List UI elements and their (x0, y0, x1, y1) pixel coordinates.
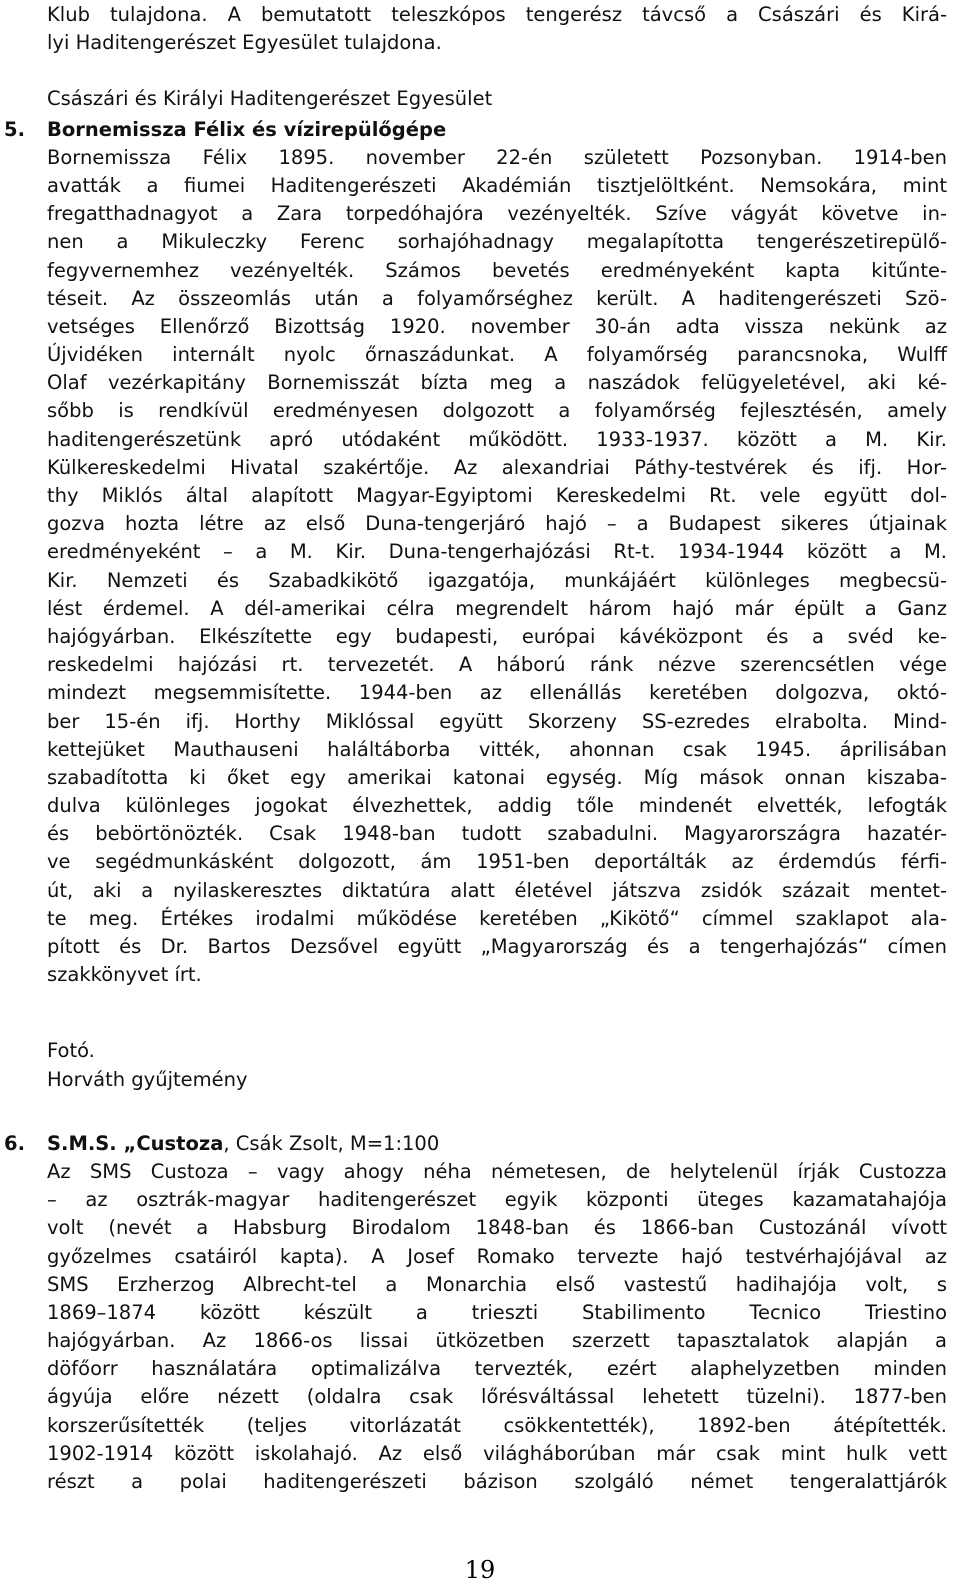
section-number: 5. (4, 117, 25, 141)
text-line: SMS Erzherzog Albrecht-tel a Monarchia első vastestű hadihajója volt, s (47, 1272, 947, 1296)
section-title: S.M.S. „Custoza (47, 1131, 224, 1155)
text-line: szakkönyvet írt. (47, 963, 202, 987)
text-line: Császári és Királyi Haditengerészet Egyesület (47, 87, 493, 111)
text-line: lést érdemel. A dél-amerikai célra megrendelt három hajó már épült a Ganz (47, 596, 947, 620)
text-line: mindezt megsemmisítette. 1944-ben az ellenállás keretében dolgozva, októ- (47, 681, 947, 705)
text-line: fegyvernemhez vezényelték. Számos bevetés eredményeként kapta kitűnte- (47, 258, 947, 282)
text-line: Kir. Nemzeti és Szabadkikötő igazgatója, munkájáért különleges megbecsü- (47, 568, 947, 592)
text-line: Az SMS Custoza – vagy ahogy néha németesen, de helytelenül írják Custozza (47, 1159, 947, 1183)
text-line: vetséges Ellenőrző Bizottság 1920. november 30-án adta vissza nekünk az (47, 314, 947, 338)
text-line: Olaf vezérkapitány Bornemisszát bízta meg a naszádok felügyeletével, aki ké- (47, 371, 947, 395)
text-line: szabadította ki őket egy amerikai katonai egység. Míg mások onnan kiszaba- (47, 765, 947, 789)
text-line: nen a Mikuleczky Ferenc sorhajóhadnagy megalapította tengerészetirepülő- (47, 230, 947, 254)
section-subtitle: , Csák Zsolt, M=1:100 (223, 1131, 440, 1155)
section-heading-5 (4, 116, 947, 144)
text-line: téseit. Az összeomlás után a folyamőrséghez került. A haditengerészeti Szö- (47, 286, 947, 310)
text-line: ve segédmunkásként dolgozott, ám 1951-ben deportálták az érdemdús férfi- (47, 850, 947, 874)
text-line: győzelmes csatáiról kapta). A Josef Romako tervezte hajó testvérhajójával az (47, 1244, 947, 1268)
section-heading-6 (4, 1130, 947, 1158)
section-body-5 (47, 144, 947, 990)
section-body-6 (47, 1158, 947, 1496)
section-title: Bornemissza Félix és vízirepülőgépe (47, 117, 447, 141)
text-line: Bornemissza Félix 1895. november 22-én született Pozsonyban. 1914-ben (47, 145, 947, 169)
text-line: részt a polai haditengerészeti bázison szolgáló német tengeralattjárók (47, 1470, 947, 1493)
text-line: thy Miklós által alapított Magyar-Egyiptomi Kereskedelmi Rt. vele együtt dol- (47, 484, 947, 507)
text-line: gozva hozta létre az első Duna-tengerjáró hajó – a Budapest sikeres útjainak (47, 512, 947, 536)
text-line: ber 15-én ifj. Horthy Miklóssal együtt Skorzeny SS-ezredes elrabolta. Mind- (47, 709, 947, 733)
text-line: Klub tulajdona. A bemutatott teleszkópos tengerész távcső a Császári és Kirá- (47, 3, 947, 26)
text-line: hajógyárban. Elkészítette egy budapesti, európai kávéközpont és a svéd ke- (47, 624, 947, 648)
page-number: 19 (464, 1556, 496, 1584)
text-line: te meg. Értékes irodalmi működése keretében „Kikötő“ címmel szaklapot ala- (47, 906, 947, 930)
text-line: korszerűsítették (teljes vitorlázatát csökkentették), 1892-ben átépítették. (47, 1413, 947, 1437)
text-line: út, aki a nyilaskeresztes diktatúra alatt életével játszva zsidók százait mentet- (47, 878, 947, 902)
text-line: kettejüket Mauthauseni haláltáborba vitték, ahonnan csak 1945. áprilisában (47, 737, 947, 761)
text-line: 1902-1914 között iskolahajó. Az első világháborúban már csak mint hulk vett (47, 1441, 947, 1465)
text-line: haditengerészetünk apró utódaként működött. 1933-1937. között a M. Kir. (47, 427, 947, 451)
text-line: ágyúja előre nézett (oldalra csak lőrésváltással lehetett tüzelni). 1877-ben (47, 1385, 947, 1409)
text-line: hajógyárban. Az 1866-os lissai ütközetben szerzett tapasztalatok alapján a (47, 1329, 947, 1353)
text-line: eredményeként – a M. Kir. Duna-tengerhajózási Rt-t. 1934-1944 között a M. (47, 540, 947, 564)
photo-caption: Fotó. (47, 1039, 95, 1063)
text-line: – az osztrák-magyar haditengerészet egyik központi üteges kazamatahajója (47, 1188, 947, 1212)
text-line: fregatthadnagyot a Zara torpedóhajóra vezényelték. Szíve vágyát követve in- (47, 202, 947, 226)
text-line: és bebörtönözték. Csak 1948-ban tudott szabadulni. Magyarországra hazatér- (47, 822, 947, 846)
text-line: volt (nevét a Habsburg Birodalom 1848-ban és 1866-ban Custozánál vívott (47, 1216, 947, 1240)
text-line: döfőorr használatára optimalizálva tervezték, ezért alaphelyzetben minden (47, 1357, 947, 1381)
text-line: Külkereskedelmi Hivatal szakértője. Az alexandriai Páthy-testvérek és ifj. Hor- (47, 455, 947, 479)
section-number: 6. (4, 1131, 25, 1155)
text-line: pított és Dr. Bartos Dezsővel együtt „Magyarország és a tengerhajózás“ címen (47, 935, 947, 958)
text-line: 1869–1874 között készült a trieszti Stabilimento Tecnico Triestino (47, 1300, 947, 1324)
text-line: avatták a fiumei Haditengerészeti Akadémián tisztjelöltként. Nemsokára, mint (47, 173, 947, 197)
document-page (4, 0, 947, 1496)
text-line: Újvidéken internált nyolc őrnaszádunkat. A folyamőrség parancsnoka, Wulff (47, 343, 947, 367)
text-line: dulva különleges jogokat élvezhettek, addig tőle mindenét elvették, lefogták (47, 794, 947, 818)
text-line: sőbb is rendkívül eredményesen dolgozott a folyamőrség fejlesztésén, amely (47, 399, 947, 423)
photo-credit: Horváth gyűjtemény (47, 1067, 248, 1091)
text-line: reskedelmi hajózási rt. tervezetét. A háború ránk nézve szerencsétlen vége (47, 653, 947, 677)
text-line: lyi Haditengerészet Egyesület tulajdona. (47, 31, 442, 55)
